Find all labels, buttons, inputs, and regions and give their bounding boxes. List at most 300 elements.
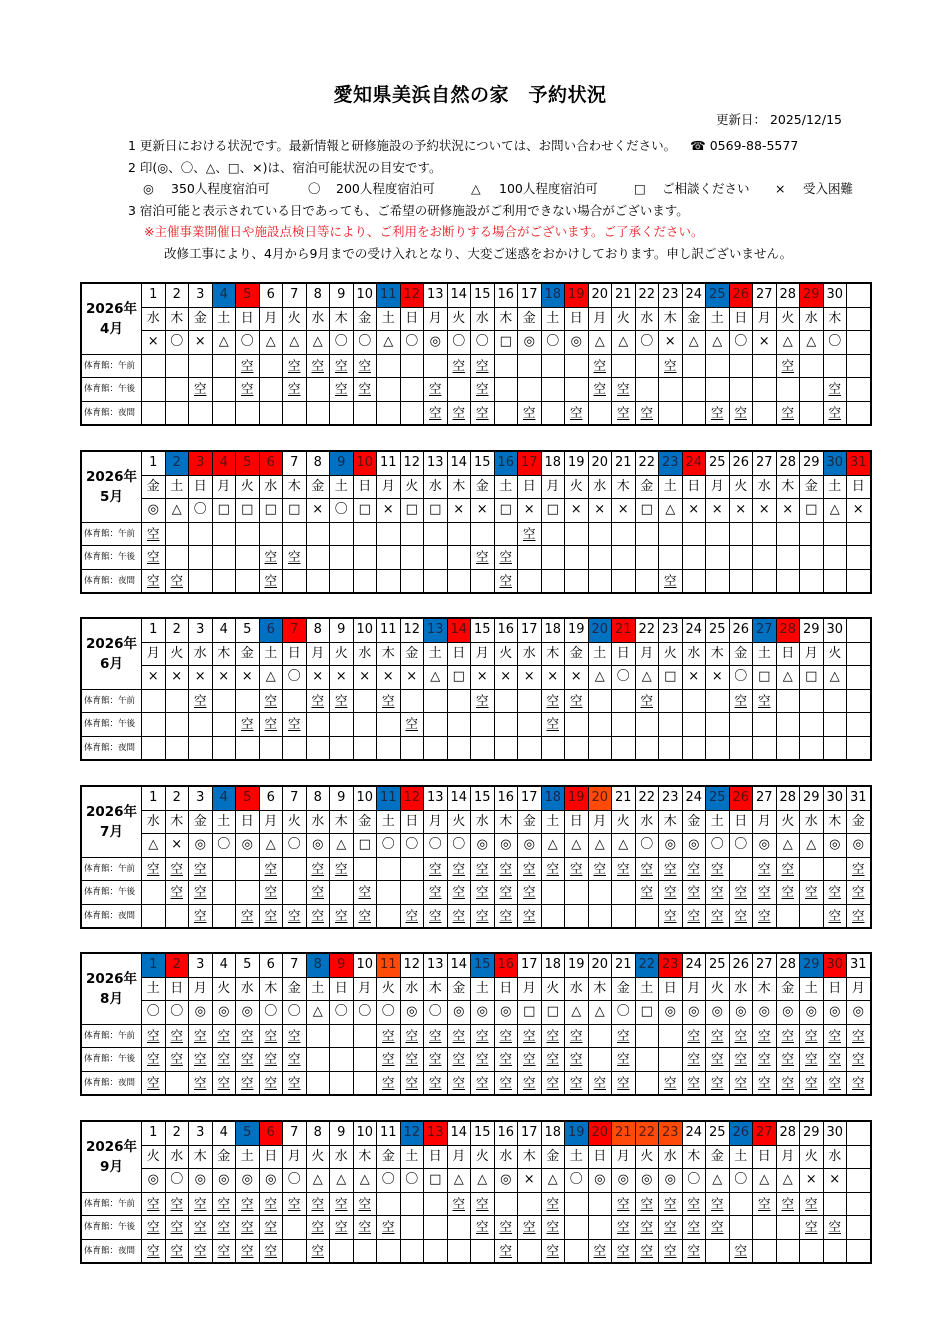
gym-slot-pm: 空	[283, 378, 307, 402]
gym-slot-night	[565, 904, 589, 928]
lodging-status: ◎	[682, 834, 706, 858]
lodging-status: △	[823, 499, 847, 523]
month-text: 4月	[100, 320, 123, 337]
day-of-week: 土	[729, 1145, 753, 1169]
gym-slot-am: 空	[706, 857, 730, 881]
gym-slot-am: 空	[635, 689, 659, 713]
day-number: 10	[353, 953, 377, 977]
gym-slot-am: 空	[753, 689, 777, 713]
day-of-week: 土	[494, 475, 518, 499]
day-of-week: 水	[236, 977, 260, 1001]
lodging-status: 〇	[330, 1001, 354, 1025]
day-number: 5	[236, 786, 260, 810]
lodging-status: □	[541, 1001, 565, 1025]
lodging-status: ◎	[659, 1001, 683, 1025]
day-of-week: 金	[142, 475, 166, 499]
day-number: 11	[377, 1121, 401, 1145]
legend-item: ◎ 350人程度宿泊可	[143, 181, 270, 196]
gym-slot-night: 空	[518, 904, 542, 928]
lodging-status: ×	[518, 666, 542, 690]
gym-slot-night: 空	[659, 1071, 683, 1095]
lodging-status: ◎	[142, 1169, 166, 1193]
lodging-status: ◎	[189, 1169, 213, 1193]
day-number: 11	[377, 283, 401, 307]
gym-slot-night	[753, 401, 777, 425]
gym-slot-night: 空	[659, 904, 683, 928]
calendar-4	[80, 952, 872, 1096]
day-number	[847, 283, 871, 307]
day-number: 15	[471, 953, 495, 977]
day-of-week: 月	[612, 1145, 636, 1169]
gym-slot-am	[588, 1192, 612, 1216]
day-number: 31	[847, 451, 871, 475]
gym-slot-am: 空	[659, 857, 683, 881]
day-of-week: 金	[400, 642, 424, 666]
gym-slot-am: 空	[776, 1024, 800, 1048]
gym-slot-night	[400, 401, 424, 425]
month-label	[81, 1121, 142, 1192]
gym-slot-am: 空	[236, 1192, 260, 1216]
gym-slot-pm: 空	[259, 881, 283, 905]
day-of-week: 火	[800, 1145, 824, 1169]
gym-slot-night	[776, 736, 800, 760]
day-number: 26	[729, 786, 753, 810]
lodging-status: 〇	[330, 331, 354, 355]
gym-slot-am: 空	[471, 1024, 495, 1048]
day-of-week: 火	[165, 642, 189, 666]
gym-slot-pm	[165, 713, 189, 737]
lodging-status: ×	[377, 666, 401, 690]
gym-slot-night: 空	[142, 1071, 166, 1095]
gym-slot-pm: 空	[142, 1048, 166, 1072]
day-number: 2	[165, 451, 189, 475]
day-number: 26	[729, 1121, 753, 1145]
day-of-week: 木	[494, 307, 518, 331]
gym-slot-am	[259, 522, 283, 546]
gym-slot-pm	[306, 546, 330, 570]
lodging-status: 〇	[377, 1169, 401, 1193]
gym-slot-am	[306, 522, 330, 546]
gym-slot-am: 空	[706, 1192, 730, 1216]
gym-slot-am	[800, 689, 824, 713]
day-number: 28	[776, 451, 800, 475]
day-of-week: 水	[330, 1145, 354, 1169]
lodging-status	[847, 1169, 871, 1193]
gym-slot-night: 空	[518, 401, 542, 425]
gym-slot-pm	[447, 546, 471, 570]
gym-slot-night: 空	[635, 401, 659, 425]
lodging-status: △	[541, 834, 565, 858]
gym-slot-night: 空	[189, 904, 213, 928]
day-of-week: 土	[236, 1145, 260, 1169]
gym-slot-am: 空	[565, 689, 589, 713]
day-number: 2	[165, 283, 189, 307]
gym-slot-am: 空	[236, 354, 260, 378]
day-of-week: 木	[823, 810, 847, 834]
lodging-status: △	[212, 331, 236, 355]
legend-item: × 受入困難	[775, 181, 854, 196]
day-number: 23	[659, 953, 683, 977]
gym-slot-pm	[283, 881, 307, 905]
day-of-week: 水	[635, 810, 659, 834]
gym-slot-am	[518, 354, 542, 378]
month-text: 8月	[100, 990, 123, 1007]
day-number	[847, 1121, 871, 1145]
gym-slot-night: 空	[682, 904, 706, 928]
day-number: 1	[142, 618, 166, 642]
gym-slot-am	[753, 354, 777, 378]
gym-slot-pm	[800, 546, 824, 570]
lodging-status: □	[212, 499, 236, 523]
day-number	[847, 618, 871, 642]
day-number: 9	[330, 451, 354, 475]
month-label	[81, 451, 142, 522]
lodging-status: 〇	[447, 331, 471, 355]
gym-slot-pm	[565, 1216, 589, 1240]
gym-slot-pm	[612, 713, 636, 737]
gym-slot-am: 空	[447, 354, 471, 378]
gym-slot-am	[565, 354, 589, 378]
lodging-status: △	[588, 834, 612, 858]
lodging-status: △	[424, 666, 448, 690]
lodging-status: ×	[306, 666, 330, 690]
gym-slot-am: 空	[729, 1024, 753, 1048]
day-number: 22	[635, 451, 659, 475]
gym-slot-night: 空	[259, 904, 283, 928]
day-of-week: 月	[776, 1145, 800, 1169]
lodging-status: ×	[471, 666, 495, 690]
gym-slot-am: 空	[494, 857, 518, 881]
gym-slot-am: 空	[753, 1024, 777, 1048]
lodging-status: ◎	[776, 1001, 800, 1025]
gym-slot-am	[541, 522, 565, 546]
gym-slot-am: 空	[400, 1024, 424, 1048]
gym-slot-night	[541, 904, 565, 928]
day-of-week: 土	[659, 475, 683, 499]
calendar-2	[80, 617, 872, 761]
day-of-week: 木	[823, 307, 847, 331]
lodging-status: △	[706, 331, 730, 355]
lodging-status: ×	[753, 499, 777, 523]
day-of-week: 金	[518, 307, 542, 331]
calendar-3	[80, 785, 872, 929]
gym-slot-pm	[847, 1216, 871, 1240]
day-of-week: 水	[800, 307, 824, 331]
lodging-status: □	[800, 666, 824, 690]
gym-slot-am: 空	[306, 1192, 330, 1216]
gym-slot-am: 空	[306, 354, 330, 378]
gym-slot-pm	[330, 881, 354, 905]
gym-slot-night	[729, 569, 753, 593]
gym-slot-night: 空	[847, 904, 871, 928]
day-of-week: 木	[447, 475, 471, 499]
lodging-status: 〇	[565, 1169, 589, 1193]
gym-slot-night	[800, 569, 824, 593]
day-of-week: 火	[447, 810, 471, 834]
lodging-status: 〇	[400, 834, 424, 858]
gym-slot-night: 空	[706, 1071, 730, 1095]
gym-slot-pm: 空	[494, 1048, 518, 1072]
day-number: 30	[823, 451, 847, 475]
gym-slot-pm	[635, 713, 659, 737]
warning-note: ※主催事業開催日や施設点検日等により、ご利用をお断りする場合がございます。ご了承ください。	[144, 224, 704, 239]
lodging-status: ◎	[400, 1001, 424, 1025]
day-number: 12	[400, 451, 424, 475]
gym-slot-pm: 空	[142, 1216, 166, 1240]
day-of-week: 金	[236, 642, 260, 666]
lodging-status: ×	[612, 499, 636, 523]
gym-slot-am	[142, 689, 166, 713]
gym-slot-pm	[424, 1216, 448, 1240]
gym-slot-am	[753, 522, 777, 546]
day-of-week: 月	[588, 307, 612, 331]
gym-slot-am: 空	[259, 857, 283, 881]
day-number: 25	[706, 786, 730, 810]
day-number: 22	[635, 283, 659, 307]
lodging-status: 〇	[612, 1001, 636, 1025]
gym-slot-am	[400, 689, 424, 713]
day-number: 3	[189, 283, 213, 307]
day-of-week: 金	[353, 810, 377, 834]
day-number: 14	[447, 283, 471, 307]
gym-slot-pm	[729, 378, 753, 402]
gym-slot-am	[612, 689, 636, 713]
gym-slot-pm: 空	[471, 1048, 495, 1072]
lodging-status: ×	[142, 666, 166, 690]
day-number: 26	[729, 953, 753, 977]
gym-slot-am	[635, 354, 659, 378]
note-2: 2 印(◎、〇、△、□、×)は、宿泊可能状況の目安です。	[128, 160, 442, 175]
day-number: 19	[565, 1121, 589, 1145]
gym-slot-am	[212, 354, 236, 378]
lodging-status: □	[400, 499, 424, 523]
lodging-status: ◎	[471, 1001, 495, 1025]
lodging-status: ◎	[800, 1001, 824, 1025]
day-number: 24	[682, 283, 706, 307]
gym-slot-night	[612, 569, 636, 593]
gym-slot-night	[682, 569, 706, 593]
gym-slot-pm	[753, 1216, 777, 1240]
gym-slot-night: 空	[236, 1071, 260, 1095]
day-of-week: 日	[400, 307, 424, 331]
gym-slot-am	[847, 522, 871, 546]
gym-slot-night	[283, 401, 307, 425]
day-number: 16	[494, 283, 518, 307]
gym-slot-pm: 空	[447, 1048, 471, 1072]
gym-slot-pm	[353, 713, 377, 737]
gym-slot-night: 空	[659, 569, 683, 593]
lodging-status: ◎	[518, 834, 542, 858]
day-number: 11	[377, 953, 401, 977]
day-of-week: 金	[212, 1145, 236, 1169]
gym-slot-night	[165, 904, 189, 928]
lodging-status: ×	[165, 834, 189, 858]
lodging-status: ×	[236, 666, 260, 690]
day-number: 7	[283, 451, 307, 475]
gym-slot-pm: 空	[753, 1048, 777, 1072]
day-of-week: 木	[659, 810, 683, 834]
note-1-text: 1 更新日における状況です。最新情報と研修施設の予約状況については、お問い合わせください。	[128, 138, 677, 153]
gym-slot-night	[424, 1239, 448, 1263]
gym-slot-am	[494, 689, 518, 713]
gym-slot-night	[377, 736, 401, 760]
gym-slot-night: 空	[400, 1071, 424, 1095]
day-number: 21	[612, 953, 636, 977]
day-of-week: 日	[565, 810, 589, 834]
day-of-week: 月	[259, 810, 283, 834]
gym-slot-night	[306, 736, 330, 760]
gym-slot-pm	[400, 1216, 424, 1240]
gym-slot-pm	[729, 713, 753, 737]
day-number: 17	[518, 283, 542, 307]
gym-slot-pm	[518, 378, 542, 402]
gym-slot-am	[518, 1192, 542, 1216]
gym-slot-am: 空	[283, 1024, 307, 1048]
day-of-week	[847, 642, 871, 666]
lodging-status: ×	[212, 666, 236, 690]
gym-slot-pm	[729, 546, 753, 570]
day-of-week: 木	[588, 977, 612, 1001]
gym-slot-am	[236, 857, 260, 881]
lodging-status: 〇	[377, 834, 401, 858]
day-of-week: 土	[541, 307, 565, 331]
gym-slot-pm: 空	[330, 378, 354, 402]
gym-slot-pm	[635, 378, 659, 402]
gym-slot-pm	[776, 713, 800, 737]
day-of-week: 土	[212, 307, 236, 331]
gym-slot-night: 空	[283, 1071, 307, 1095]
gym-slot-night	[659, 401, 683, 425]
gym-slot-am	[729, 522, 753, 546]
gym-slot-pm	[330, 713, 354, 737]
gym-slot-pm: 空	[236, 378, 260, 402]
gym-slot-am: 空	[612, 1192, 636, 1216]
lodging-status: ◎	[494, 834, 518, 858]
gym-slot-pm: 空	[424, 378, 448, 402]
gym-slot-am: 空	[259, 1192, 283, 1216]
gym-slot-pm: 空	[283, 1048, 307, 1072]
lodging-status: ×	[518, 499, 542, 523]
year-text: 2026年	[85, 635, 138, 652]
gym-slot-pm	[447, 1216, 471, 1240]
gym-slot-night	[236, 736, 260, 760]
gym-slot-pm	[729, 1216, 753, 1240]
day-of-week: 火	[471, 1145, 495, 1169]
day-number: 11	[377, 618, 401, 642]
gym-slot-night	[189, 569, 213, 593]
gym-slot-am	[682, 354, 706, 378]
gym-slot-pm	[353, 1048, 377, 1072]
lodging-status: 〇	[424, 834, 448, 858]
gym-slot-night	[330, 1239, 354, 1263]
gym-slot-pm: 空	[682, 1048, 706, 1072]
gym-slot-am: 空	[353, 354, 377, 378]
day-of-week: 月	[306, 642, 330, 666]
lodging-status: ◎	[612, 1169, 636, 1193]
gym-slot-pm: 空	[682, 881, 706, 905]
day-of-week: 水	[518, 642, 542, 666]
lodging-status: △	[776, 834, 800, 858]
lodging-status: ◎	[706, 1001, 730, 1025]
gym-slot-night	[306, 401, 330, 425]
day-number: 13	[424, 283, 448, 307]
legend-item: □ ご相談ください	[634, 181, 750, 196]
lodging-status: △	[259, 666, 283, 690]
gym-slot-night	[447, 1239, 471, 1263]
lodging-status: ◎	[847, 1001, 871, 1025]
gym-slot-night	[353, 1239, 377, 1263]
day-number: 13	[424, 953, 448, 977]
day-number: 26	[729, 283, 753, 307]
day-number: 10	[353, 786, 377, 810]
day-of-week: 金	[518, 810, 542, 834]
day-number: 29	[800, 618, 824, 642]
day-of-week: 水	[353, 642, 377, 666]
day-number: 5	[236, 953, 260, 977]
gym-slot-night	[776, 904, 800, 928]
gym-slot-am	[353, 857, 377, 881]
gym-slot-am	[706, 522, 730, 546]
gym-slot-night	[400, 736, 424, 760]
gym-slot-am	[706, 354, 730, 378]
gym-slot-pm: 空	[518, 881, 542, 905]
gym-slot-pm	[753, 713, 777, 737]
gym-slot-am: 空	[330, 354, 354, 378]
gym-slot-am	[189, 522, 213, 546]
gym-slot-pm	[635, 1048, 659, 1072]
gym-slot-night: 空	[518, 1071, 542, 1095]
gym-slot-pm: 空	[142, 546, 166, 570]
day-number: 18	[541, 786, 565, 810]
gym-slot-night	[565, 1239, 589, 1263]
day-number: 5	[236, 618, 260, 642]
gym-slot-night	[306, 569, 330, 593]
gym-slot-am	[377, 857, 401, 881]
gym-slot-am	[353, 1024, 377, 1048]
lodging-status: 〇	[165, 1169, 189, 1193]
gym-slot-pm: 空	[776, 1048, 800, 1072]
day-of-week: 木	[659, 307, 683, 331]
day-of-week: 月	[753, 307, 777, 331]
gym-slot-am: 空	[424, 857, 448, 881]
day-of-week: 火	[659, 642, 683, 666]
gym-slot-am: 空	[753, 1192, 777, 1216]
day-of-week: 月	[471, 642, 495, 666]
gym-slot-night: 空	[541, 1239, 565, 1263]
month-text: 7月	[100, 823, 123, 840]
gym-slot-am: 空	[588, 354, 612, 378]
day-of-week	[847, 1145, 871, 1169]
gym-slot-night	[283, 1239, 307, 1263]
gym-slot-pm	[588, 1048, 612, 1072]
lodging-status: □	[541, 499, 565, 523]
gym-slot-night	[588, 904, 612, 928]
gym-slot-am: 空	[189, 1024, 213, 1048]
gym-slot-pm	[776, 1216, 800, 1240]
day-of-week: 月	[424, 810, 448, 834]
gym-slot-am	[283, 857, 307, 881]
day-number: 16	[494, 451, 518, 475]
gym-slot-am	[565, 522, 589, 546]
gym-slot-pm: 空	[588, 378, 612, 402]
gym-slot-am	[424, 354, 448, 378]
day-of-week: 月	[353, 977, 377, 1001]
gym-slot-pm: 空	[800, 881, 824, 905]
day-number: 27	[753, 283, 777, 307]
gym-slot-pm	[776, 546, 800, 570]
gym-slot-night: 空	[612, 1239, 636, 1263]
day-of-week: 日	[353, 475, 377, 499]
